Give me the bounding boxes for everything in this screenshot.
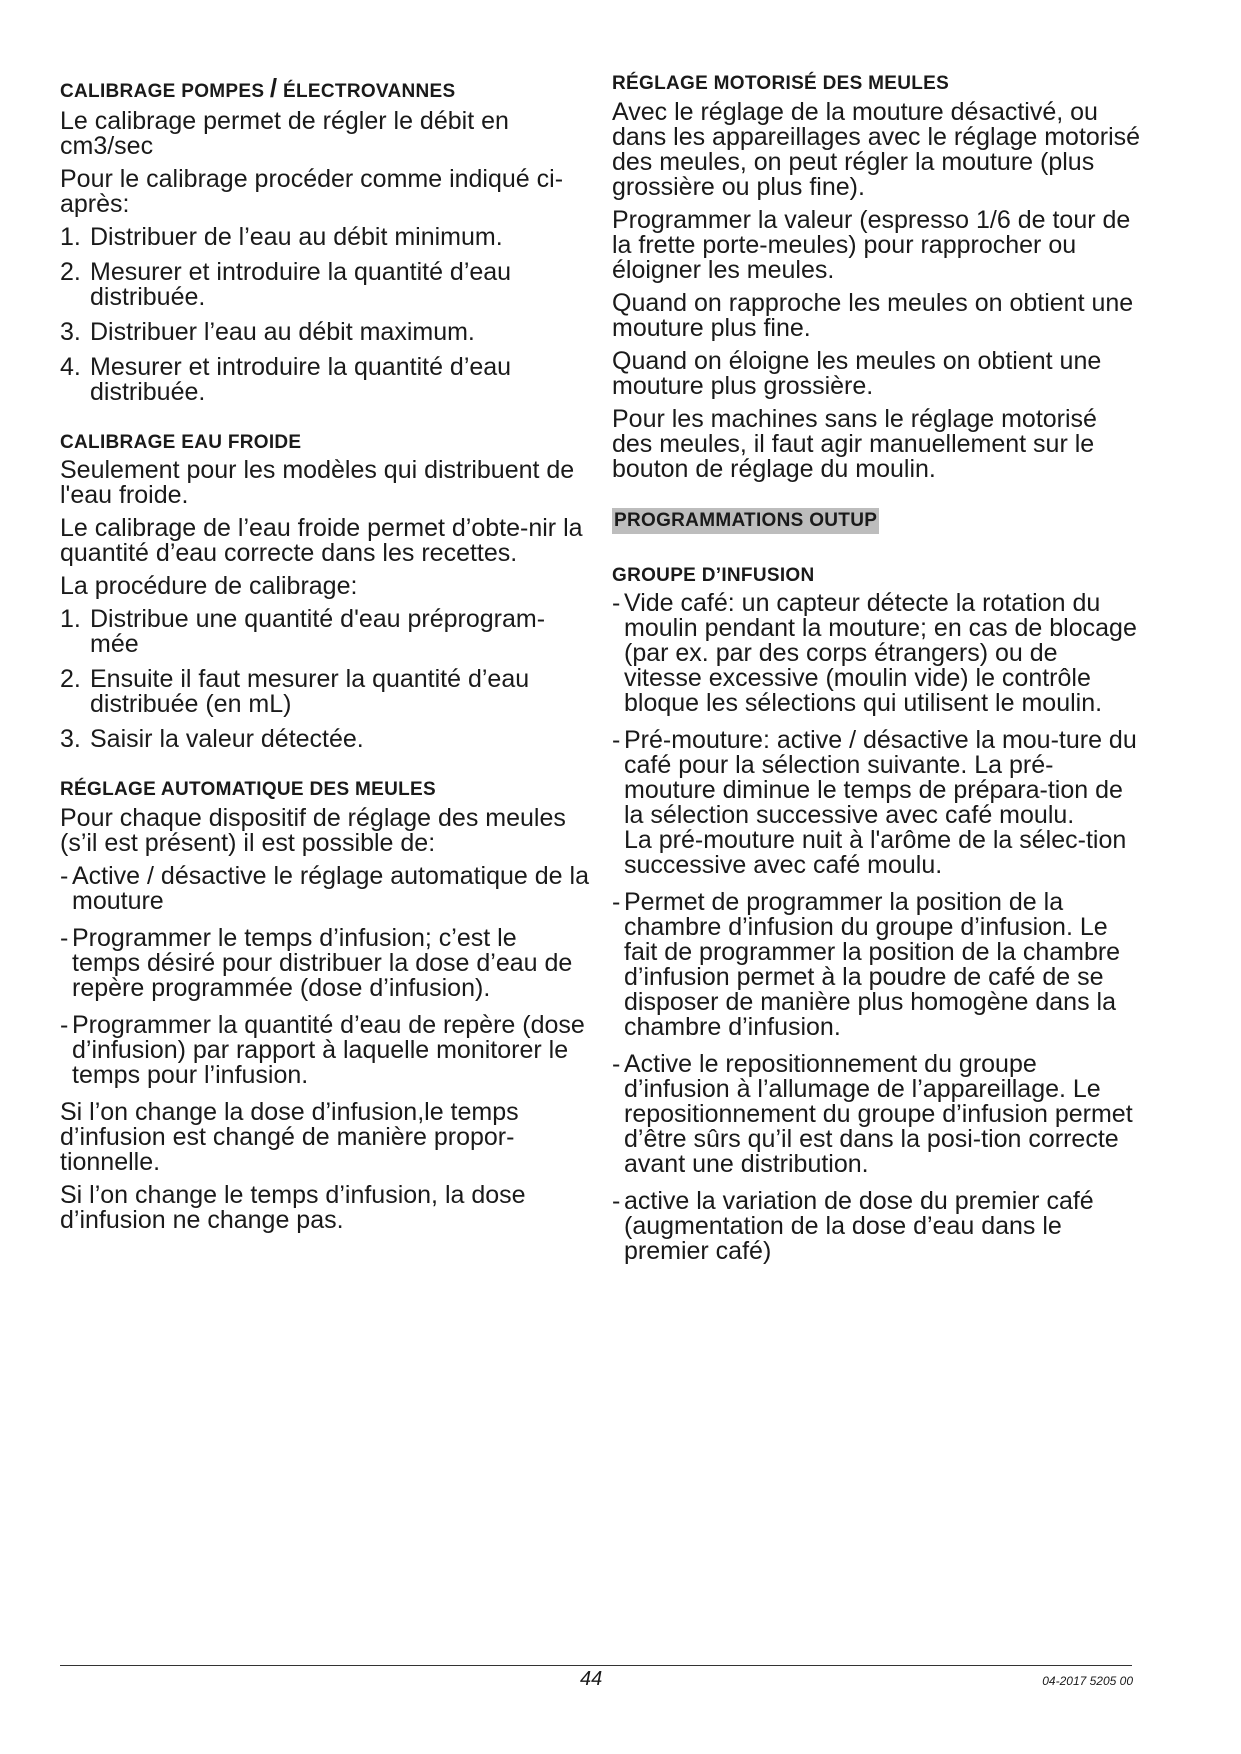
list-item bbox=[60, 607, 590, 657]
section-heading: GROUPE D’INFUSION bbox=[612, 564, 815, 586]
list-number: 3. bbox=[60, 725, 81, 754]
list-text: Distribuer l’eau au débit maximum. bbox=[90, 317, 475, 346]
list-number: 1. bbox=[60, 605, 81, 634]
list-text: Pré-mouture: active / désactive la mou-ture du café pour la sélection suivante. La pré-mouture diminue le temps de prépara-tion de la sélection successive avec café moulu. bbox=[624, 726, 1137, 830]
dash-bullet: - bbox=[612, 1050, 621, 1079]
list-text: Distribuer de l’eau au débit minimum. bbox=[90, 222, 503, 251]
list-number: 2. bbox=[60, 257, 81, 286]
section-heading: RÉGLAGE AUTOMATIQUE DES MEULES bbox=[60, 779, 437, 801]
list-item bbox=[60, 317, 590, 346]
document-code: 04-2017 5205 00 bbox=[1042, 1674, 1133, 1688]
paragraph: Quand on rapproche les meules on obtient une mouture plus fine. bbox=[612, 288, 1134, 342]
list-text: Mesurer et introduire la quantité d’eau distribuée. bbox=[90, 257, 512, 311]
right-column bbox=[612, 72, 1142, 1280]
section-heading-highlighted: PROGRAMMATIONS OUTUP bbox=[612, 508, 879, 534]
footer-divider bbox=[60, 1665, 1132, 1666]
section-heading bbox=[60, 72, 590, 105]
list-text: Distribue une quantité d'eau préprogram-mée bbox=[90, 605, 546, 659]
paragraph: Programmer la valeur (espresso 1/6 de tour de la frette porte-meules) pour rapprocher ou éloigner les meules. bbox=[612, 205, 1131, 284]
section-heading: CALIBRAGE EAU FROIDE bbox=[60, 431, 302, 453]
list-text: Programmer le temps d’infusion; c’est le temps désiré pour distribuer la dose d’eau de repère programmée (dose d’infusion). bbox=[72, 924, 573, 1002]
list-number: 1. bbox=[60, 222, 81, 251]
numbered-list bbox=[60, 607, 590, 752]
list-text: Mesurer et introduire la quantité d’eau distribuée. bbox=[90, 352, 512, 406]
dash-bullet: - bbox=[60, 1011, 69, 1039]
list-item bbox=[60, 864, 590, 914]
list-number: 4. bbox=[60, 352, 81, 381]
list-number: 3. bbox=[60, 317, 81, 346]
list-text: Saisir la valeur détectée. bbox=[90, 725, 364, 754]
paragraph: Le calibrage de l’eau froide permet d’obte-nir la quantité d’eau correcte dans les recettes. bbox=[60, 514, 583, 568]
section-programmations-outup bbox=[612, 508, 1142, 538]
list-item bbox=[612, 728, 1142, 878]
dash-bullet: - bbox=[612, 589, 621, 618]
dash-bullet: - bbox=[60, 924, 69, 952]
paragraph: Le calibrage permet de régler le débit en cm3/sec bbox=[60, 106, 509, 160]
dash-bullet: - bbox=[60, 862, 69, 890]
list-item bbox=[612, 1189, 1142, 1264]
list-text: Programmer la quantité d’eau de repère (dose d’infusion) par rapport à laquelle monitorer le temps pour l’infusion. bbox=[72, 1011, 585, 1089]
dash-list bbox=[612, 591, 1142, 1264]
paragraph: La procédure de calibrage: bbox=[60, 572, 358, 601]
list-item bbox=[60, 727, 590, 752]
paragraph: Pour chaque dispositif de réglage des meules (s’il est présent) il est possible de: bbox=[60, 804, 566, 857]
heading-slash: / bbox=[269, 73, 278, 103]
dash-bullet: - bbox=[612, 888, 621, 917]
list-item bbox=[60, 1013, 590, 1088]
page-number: 44 bbox=[580, 1668, 603, 1690]
list-text: Vide café: un capteur détecte la rotation du moulin pendant la mouture; en cas de blocage (par ex. par des corps étrangers) ou de vitesse excessive (moulin vide) le contrôle bloque les sélections qui utilisent le moulin. bbox=[624, 589, 1137, 718]
paragraph: Si l’on change la dose d’infusion,le temps d’infusion est changé de manière propor-tionnelle. bbox=[60, 1098, 519, 1176]
paragraph: Quand on éloigne les meules on obtient une mouture plus grossière. bbox=[612, 346, 1102, 400]
numbered-list bbox=[60, 222, 590, 406]
list-text: Ensuite il faut mesurer la quantité d’eau distribuée (en mL) bbox=[90, 665, 530, 719]
list-item bbox=[60, 222, 590, 251]
paragraph: Avec le réglage de la mouture désactivé, ou dans les appareillages avec le réglage motorisé des meules, on peut régler la mouture (plus grossière ou plus fine). bbox=[612, 97, 1141, 201]
list-item bbox=[612, 890, 1142, 1040]
section-reglage-automatique bbox=[60, 778, 590, 1233]
list-item bbox=[60, 352, 590, 406]
heading-text: ÉLECTROVANNES bbox=[283, 81, 456, 102]
heading-text: CALIBRAGE POMPES bbox=[60, 81, 265, 102]
paragraph: Seulement pour les modèles qui distribuent de l'eau froide. bbox=[60, 456, 575, 510]
list-item bbox=[612, 1052, 1142, 1177]
list-item bbox=[612, 591, 1142, 716]
dash-bullet: - bbox=[612, 726, 621, 755]
list-text: Active le repositionnement du groupe d’infusion à l’allumage de l’appareillage. Le repositionnement du groupe d’infusion permet d’être sûrs qu’il est dans la posi-tion correcte avant une distribution. bbox=[624, 1050, 1133, 1179]
section-groupe-infusion bbox=[612, 564, 1142, 1265]
section-heading: RÉGLAGE MOTORISÉ DES MEULES bbox=[612, 73, 950, 94]
list-text: Permet de programmer la position de la chambre d’infusion du groupe d’infusion. Le fait de programmer la position de la chambre d’infusion permet à la poudre de café de se disposer de manière plus homogène dans la chambre d’infusion. bbox=[624, 888, 1121, 1042]
list-text: Active / désactive le réglage automatique de la mouture bbox=[72, 862, 589, 915]
list-text: active la variation de dose du premier café (augmentation de la dose d’eau dans le premier café) bbox=[624, 1187, 1094, 1266]
section-reglage-motorise bbox=[612, 72, 1142, 482]
list-text-continued: La pré-mouture nuit à l'arôme de la sélec-tion successive avec café moulu. bbox=[624, 826, 1127, 880]
dash-list bbox=[60, 864, 590, 1088]
list-item bbox=[60, 667, 590, 717]
list-item bbox=[60, 257, 590, 311]
list-item bbox=[60, 926, 590, 1001]
dash-bullet: - bbox=[612, 1187, 621, 1216]
paragraph: Pour les machines sans le réglage motorisé des meules, il faut agir manuellement sur le bouton de réglage du moulin. bbox=[612, 404, 1097, 483]
paragraph: Si l’on change le temps d’infusion, la dose d’infusion ne change pas. bbox=[60, 1181, 526, 1234]
left-column bbox=[60, 72, 590, 1249]
section-calibrage-pompes bbox=[60, 72, 590, 405]
section-calibrage-eau-froide bbox=[60, 431, 590, 753]
paragraph: Pour le calibrage procéder comme indiqué ci-après: bbox=[60, 164, 564, 218]
list-number: 2. bbox=[60, 665, 81, 694]
